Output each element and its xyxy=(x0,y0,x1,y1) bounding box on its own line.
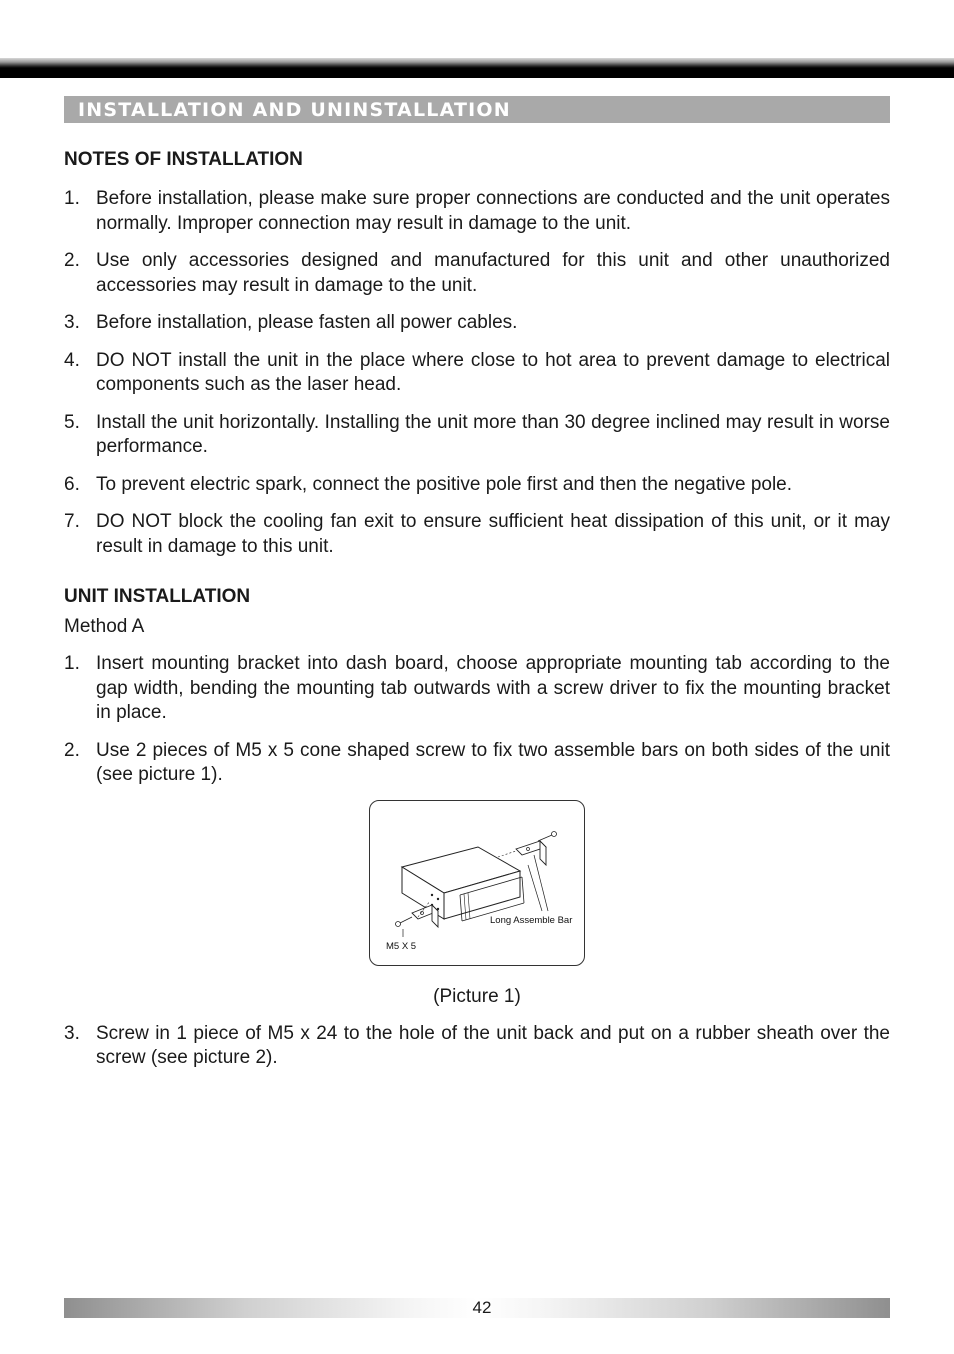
top-decorative-bar xyxy=(0,58,954,78)
list-item: 1. Before installation, please make sure proper connections are conducted and the unit operates normally. Improper connection may result in damage to the unit. xyxy=(64,188,890,234)
section-title: INSTALLATION AND UNINSTALLATION xyxy=(78,99,511,121)
notes-heading: NOTES OF INSTALLATION xyxy=(64,149,303,170)
page-number: 42 xyxy=(472,1298,492,1317)
method-label: Method A xyxy=(64,616,145,637)
list-item: 6. To prevent electric spark, connect the positive pole first and then the negative pole. xyxy=(64,473,793,495)
list-item: 3. Screw in 1 piece of M5 x 24 to the hole of the unit back and put on a rubber sheath over the screw (see picture 2). xyxy=(64,1022,890,1068)
list-item: 1. Insert mounting bracket into dash board, choose appropriate mounting tab according to the gap width, bending the mounting tab outwards with a screw driver to fix the mounting bracket in place. xyxy=(64,653,890,723)
list-item: 3. Before installation, please fasten all power cables. xyxy=(64,312,518,333)
figure-wrap xyxy=(64,800,890,970)
label-long-assemble-bar: Long Assemble Bar xyxy=(490,914,573,926)
unit-installation-heading: UNIT INSTALLATION xyxy=(64,586,251,607)
section-header xyxy=(64,96,890,123)
assembly-diagram xyxy=(370,801,584,965)
notes-list xyxy=(64,187,890,559)
list-item: 5. Install the unit horizontally. Installing the unit more than 30 degree inclined may result in worse performance. xyxy=(64,411,890,457)
list-item: 7. DO NOT block the cooling fan exit to ensure sufficient heat dissipation of this unit, or it may result in damage to this unit. xyxy=(64,511,890,557)
figure-caption: (Picture 1) xyxy=(433,985,521,1007)
installation-list-continued xyxy=(64,1022,890,1071)
list-item: 2. Use only accessories designed and manufactured for this unit and other unauthorized accessories may result in damage to the unit. xyxy=(64,250,890,296)
picture-1-figure xyxy=(369,800,585,966)
installation-list xyxy=(64,652,890,788)
label-screw-size: M5 X 5 xyxy=(386,940,417,952)
page-content xyxy=(64,148,890,1071)
list-item: 2. Use 2 pieces of M5 x 5 cone shaped screw to fix two assemble bars on both sides of the unit (see picture 1). xyxy=(64,739,890,785)
list-item: 4. DO NOT install the unit in the place where close to hot area to prevent damage to electrical components such as the laser head. xyxy=(64,349,890,395)
